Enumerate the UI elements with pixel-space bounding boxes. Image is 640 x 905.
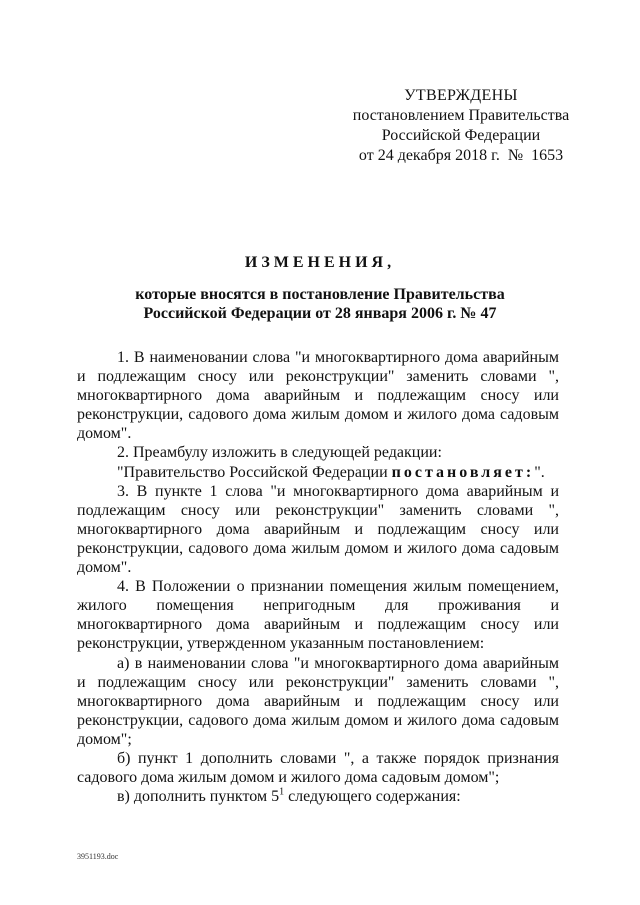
document-subtitle: [0, 285, 640, 323]
paragraph-8: [77, 787, 559, 806]
approval-line-1: постановлением Правительства: [352, 107, 570, 124]
paragraph-8-end: следующего содержания:: [284, 788, 461, 806]
paragraph-8-superscript: 1: [279, 786, 285, 798]
paragraph-7: б) пункт 1 дополнить словами ", а также порядок признания садового дома жилым домом и жилого дома садовым домом";: [77, 749, 559, 787]
paragraph-1: 1. В наименовании слова "и многоквартирного дома аварийным и подлежащим сносу или реконструкции" заменить словами ", многоквартирного дома аварийным и подлежащим сносу или реконструкции, садового дома жилым домом и жилого дома садовым домом".: [77, 349, 559, 443]
approval-line-3: от 24 декабря 2018 г. № 1653: [358, 147, 564, 164]
paragraph-6: а) в наименовании слова "и многоквартирного дома аварийным и подлежащим сносу или реконструкции" заменить словами ", многоквартирного дома аварийным и подлежащим сносу или реконструкции, садового дома жилым домом и жилого дома садовым домом";: [77, 654, 559, 748]
paragraph-3-text: "Правительство Российской Федерации: [117, 463, 392, 481]
approval-block: [340, 86, 582, 166]
paragraph-3-emphasis: постановляет:: [391, 463, 535, 481]
approval-line-2: Российской Федерации: [381, 127, 541, 144]
document-body: [77, 348, 559, 806]
paragraph-5: 4. В Положении о признании помещения жилым помещением, жилого помещения непригодным для проживания и многоквартирного дома аварийным и подлежащим сносу или реконструкции, утвержденном указанным постановлением:: [77, 578, 559, 653]
document-title: ИЗМЕНЕНИЯ,: [244, 254, 396, 271]
paragraph-8-text: в) дополнить пунктом 5: [117, 788, 280, 806]
paragraph-3: [77, 463, 559, 482]
document-heading: [0, 251, 640, 323]
paragraph-2: 2. Преамбулу изложить в следующей редакции:: [117, 444, 442, 462]
paragraph-4: 3. В пункте 1 слова "и многоквартирного дома аварийным и подлежащим сносу или реконструкции" заменить словами ", многоквартирного дома аварийным и подлежащим сносу или реконструкции, садового дома жилым домом и жилого дома садовым домом".: [77, 482, 559, 577]
paragraph-3-end: ".: [534, 463, 545, 481]
document-subtitle-line-2: Российской Федерации от 28 января 2006 г. № 47: [143, 305, 497, 322]
document-subtitle-line-1: которые вносятся в постановление Правительства: [135, 286, 505, 303]
footer-filename: 3951193.doc: [77, 852, 119, 861]
approval-title: УТВЕРЖДЕНЫ: [404, 87, 518, 104]
